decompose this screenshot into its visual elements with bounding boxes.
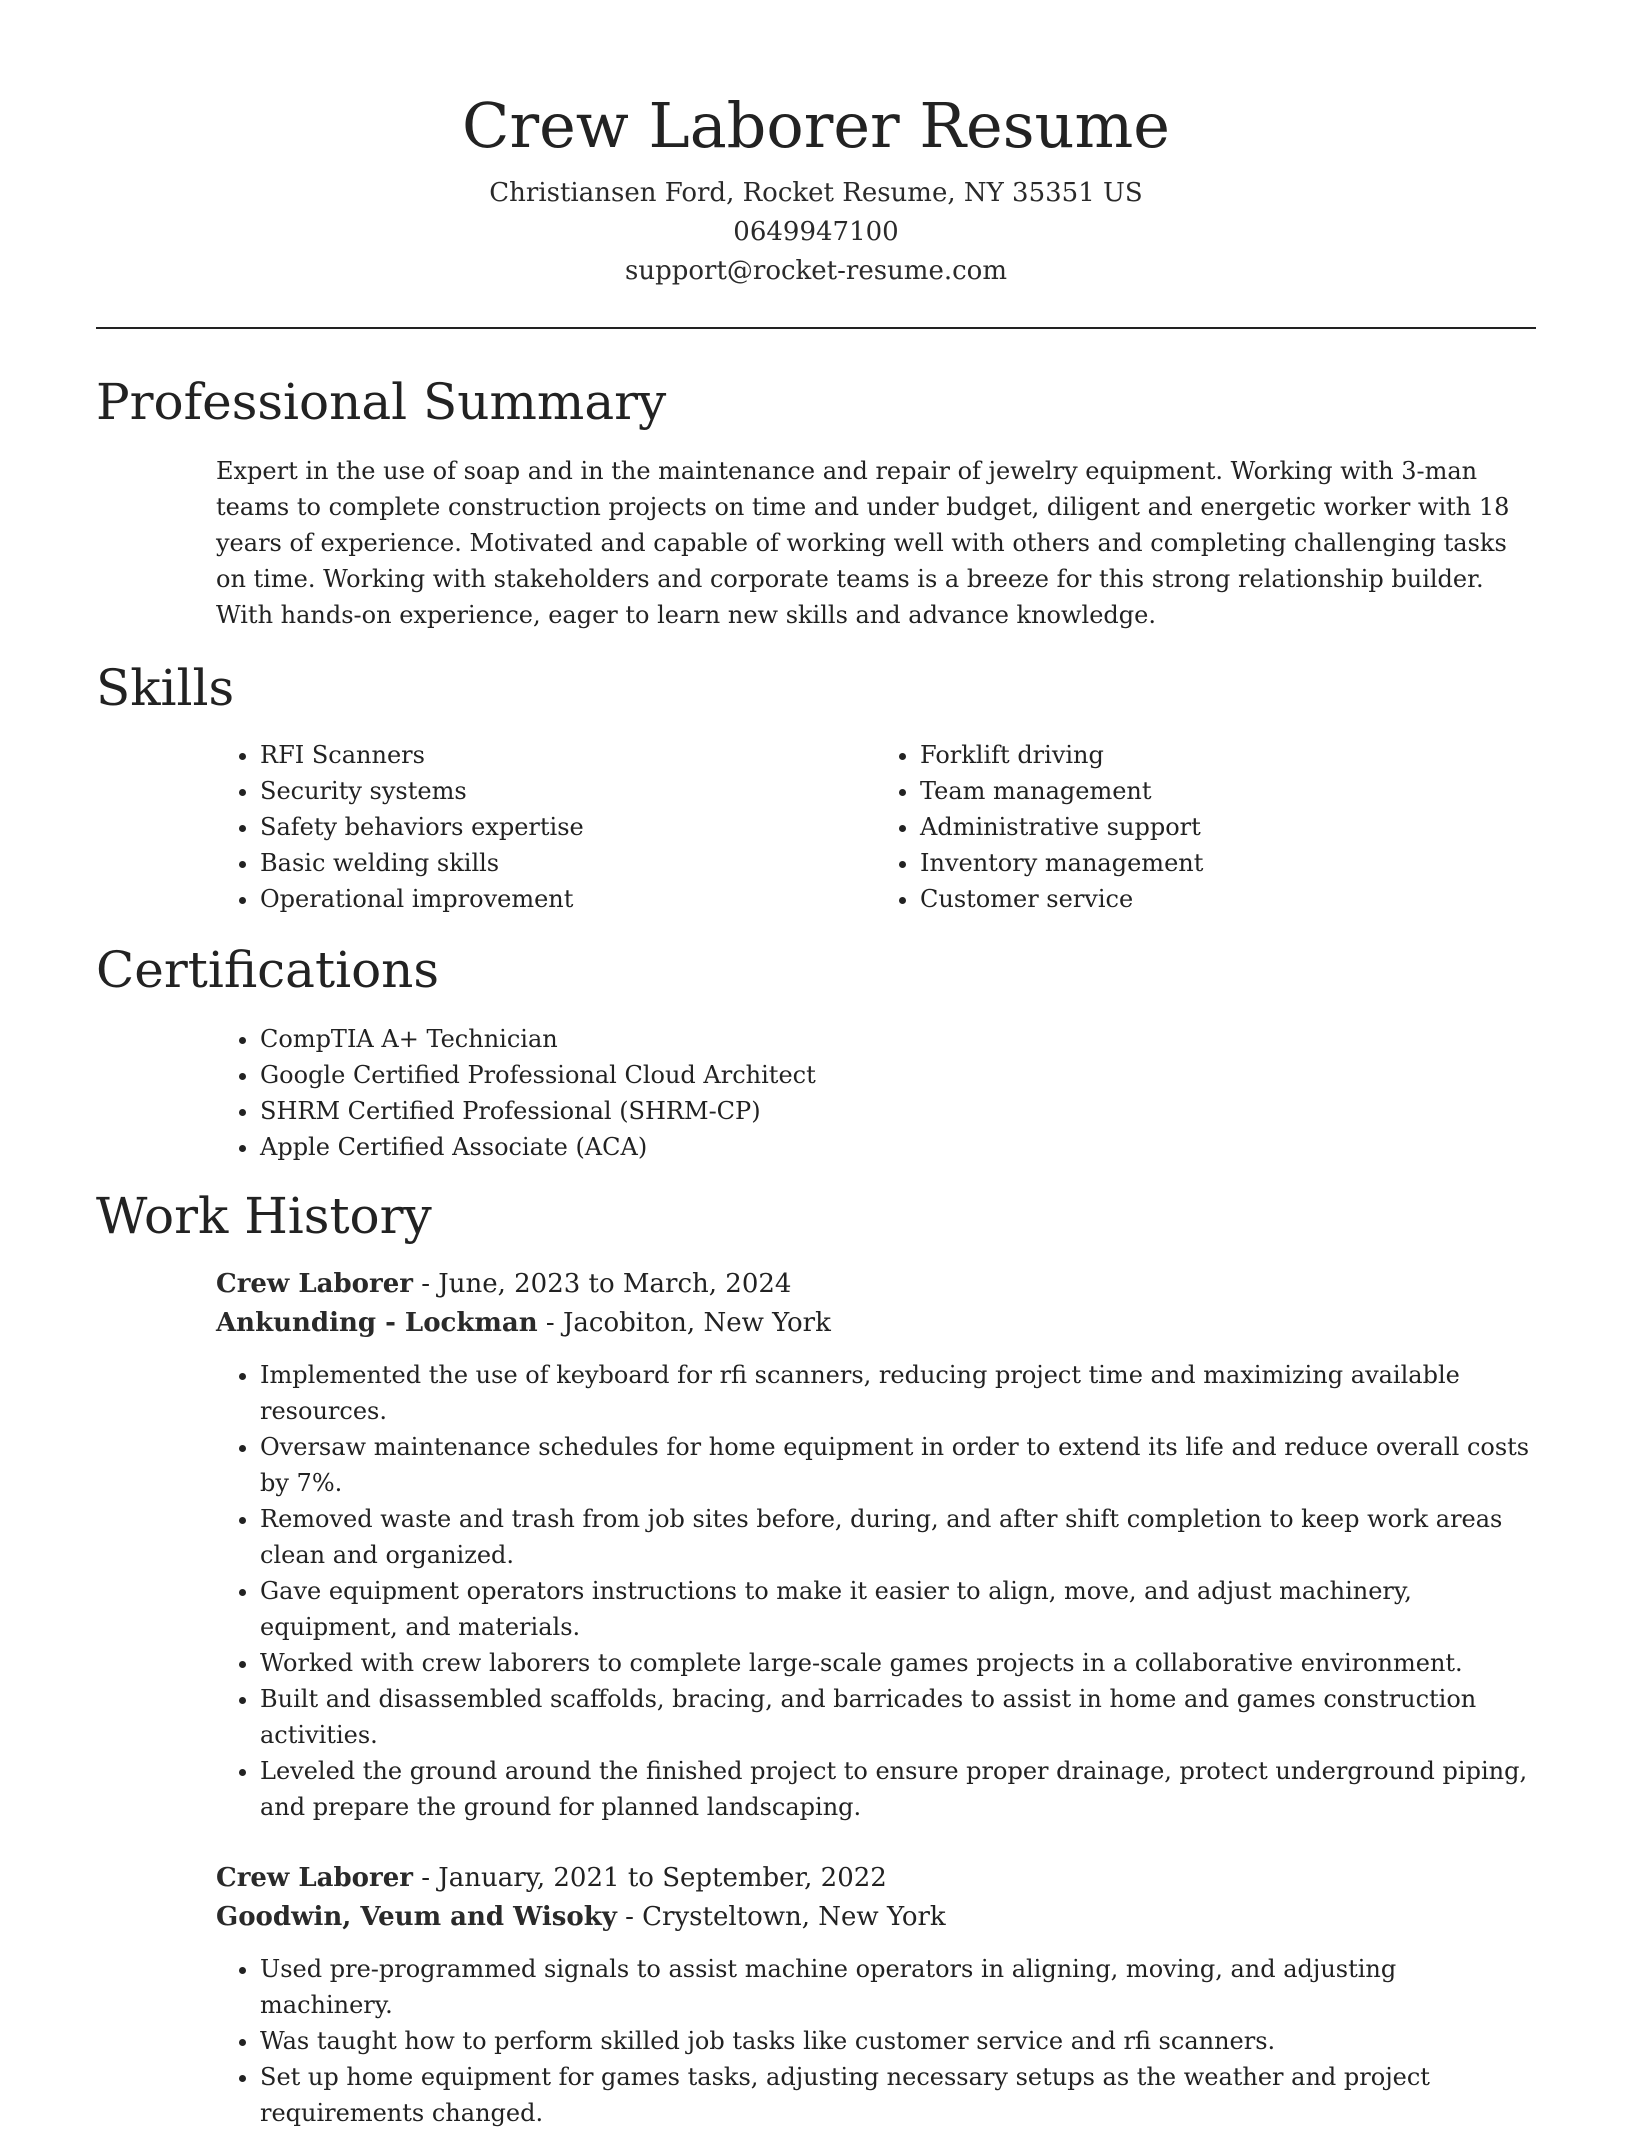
job-company: Ankunding - Lockman xyxy=(216,1308,538,1338)
job-title: Crew Laborer xyxy=(216,1269,413,1299)
job-dates: - January, 2021 to September, 2022 xyxy=(412,1863,887,1893)
contact-address: Christiansen Ford, Rocket Resume, NY 35351 US xyxy=(489,178,1143,208)
skill-item: • RFI Scanners xyxy=(260,737,876,773)
job-company-line xyxy=(216,1898,1536,1937)
job-responsibilities xyxy=(216,1951,1536,2131)
contact-email: support@rocket-resume.com xyxy=(624,256,1007,286)
job-bullet: • Used pre-programmed signals to assist machine operators in aligning, moving, and adjusting machinery. xyxy=(260,1951,1536,2023)
skills-column-right xyxy=(876,737,1536,917)
skills-list xyxy=(216,737,1536,917)
job-company-line xyxy=(216,1304,1536,1343)
certification-item: • Apple Certified Associate (ACA) xyxy=(260,1129,1536,1165)
job-bullet: • Implemented the use of keyboard for rfi scanners, reducing project time and maximizing available resources. xyxy=(260,1357,1536,1429)
skill-item: • Customer service xyxy=(920,881,1536,917)
certifications-heading: Certifications xyxy=(96,941,440,999)
job-bullet: • Set up home equipment for games tasks, adjusting necessary setups as the weather and project requirements changed. xyxy=(260,2059,1536,2131)
job-title: Crew Laborer xyxy=(216,1863,413,1893)
job-bullets xyxy=(216,1951,1536,2131)
contact-phone: 0649947100 xyxy=(733,217,899,247)
certifications-list xyxy=(216,1021,1536,1165)
job-company: Goodwin, Veum and Wisoky xyxy=(216,1902,617,1932)
job-dates: - June, 2023 to March, 2024 xyxy=(412,1269,792,1299)
skill-item: • Team management xyxy=(920,773,1536,809)
skill-item: • Forklift driving xyxy=(920,737,1536,773)
job-responsibilities xyxy=(216,1357,1536,1825)
resume-title: Crew Laborer Resume xyxy=(462,89,1170,162)
job-bullet: • Worked with crew laborers to complete large-scale games projects in a collaborative environment. xyxy=(260,1645,1536,1681)
skills-column-left xyxy=(216,737,876,917)
skill-item: • Security systems xyxy=(260,773,876,809)
skill-item: • Basic welding skills xyxy=(260,845,876,881)
job-bullet: • Built and disassembled scaffolds, bracing, and barricades to assist in home and games construction activities. xyxy=(260,1681,1536,1753)
job-title-line xyxy=(216,1859,1536,1898)
work-history-heading: Work History xyxy=(96,1187,432,1245)
skill-item: • Inventory management xyxy=(920,845,1536,881)
job-bullet: • Oversaw maintenance schedules for home equipment in order to extend its life and reduce overall costs by 7%. xyxy=(260,1429,1536,1501)
certification-item: • SHRM Certified Professional (SHRM-CP) xyxy=(260,1093,1536,1129)
job-entry xyxy=(216,1859,1536,2131)
certifications-bullets xyxy=(216,1021,1536,1165)
skill-item: • Operational improvement xyxy=(260,881,876,917)
job-title-line xyxy=(216,1265,1536,1304)
job-bullet: • Was taught how to perform skilled job tasks like customer service and rfi scanners. xyxy=(260,2023,1536,2059)
summary-text: Expert in the use of soap and in the maintenance and repair of jewelry equipment. Working with 3-man teams to complete construction projects on time and under budget, diligent and energetic worker with 18 years of experience. Motivated and capable of working well with others and completing challenging tasks on time. Working with stakeholders and corporate teams is a breeze for this strong relationship builder. With hands-on experience, eager to learn new skills and advance knowledge. xyxy=(216,457,1510,629)
summary-heading: Professional Summary xyxy=(96,373,667,431)
job-location: - Jacobiton, New York xyxy=(537,1308,831,1338)
job-entry xyxy=(216,1265,1536,1825)
job-bullets xyxy=(216,1357,1536,1825)
resume-header xyxy=(96,78,1536,291)
skills-heading: Skills xyxy=(96,659,235,717)
header-divider xyxy=(96,327,1536,329)
skill-item: • Safety behaviors expertise xyxy=(260,809,876,845)
job-bullet: • Gave equipment operators instructions to make it easier to align, move, and adjust machinery, equipment, and materials. xyxy=(260,1573,1536,1645)
job-bullet: • Removed waste and trash from job sites before, during, and after shift completion to keep work areas clean and organized. xyxy=(260,1501,1536,1573)
skill-item: • Administrative support xyxy=(920,809,1536,845)
job-bullet: • Leveled the ground around the finished project to ensure proper drainage, protect underground piping, and prepare the ground for planned landscaping. xyxy=(260,1753,1536,1825)
job-location: - Crysteltown, New York xyxy=(616,1902,946,1932)
certification-item: • Google Certified Professional Cloud Architect xyxy=(260,1057,1536,1093)
certification-item: • CompTIA A+ Technician xyxy=(260,1021,1536,1057)
